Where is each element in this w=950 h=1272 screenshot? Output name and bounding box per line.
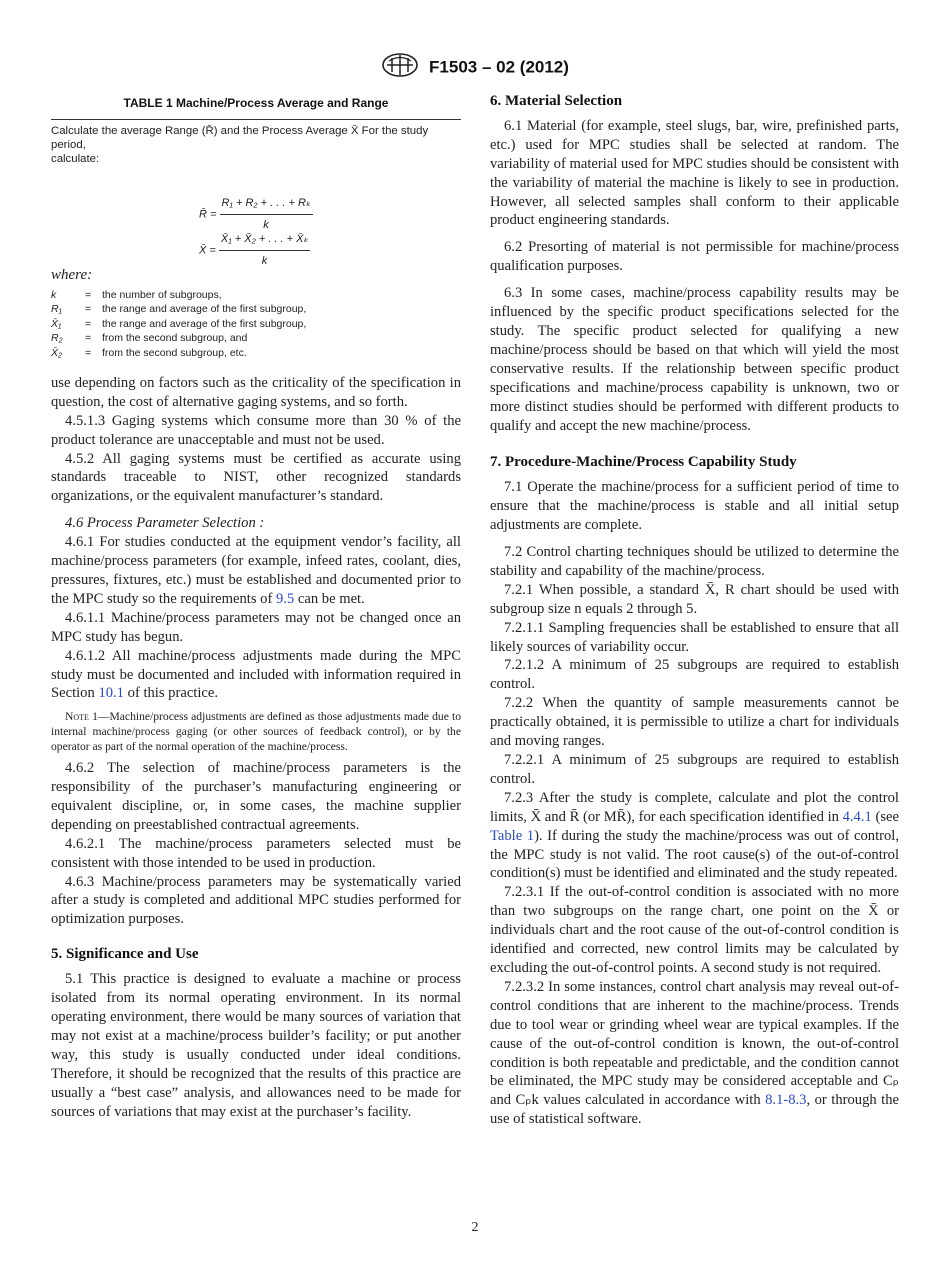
paragraph-7-2-1-1: 7.2.1.1 Sampling frequencies shall be established to ensure that all likely sources of variability occur. xyxy=(490,619,899,655)
right-column xyxy=(490,92,899,1129)
paragraph-7-2: 7.2 Control charting techniques should be utilized to determine the stability and capability of the machine/process. xyxy=(490,544,899,579)
paragraph-7-2-2-1: 7.2.2.1 A minimum of 25 subgroups are required to establish control. xyxy=(490,752,899,787)
paragraph-7-2-3-1: 7.2.3.1 If the out-of-control condition is associated with no more than two subgroups on the range chart, one point on the X̄ or individuals chart and the root cause of the out-of-control condition is identified and corrected, new control limits may be calculated by excluding the out-of-control points. A second study is not required. xyxy=(490,884,899,976)
paragraph-4-6: 4.6 Process Parameter Selection : xyxy=(65,515,265,532)
link-4-4-1[interactable]: 4.4.1 xyxy=(842,808,872,825)
note-1: Note 1—Machine/process adjustments are defined as those adjustments made due to internal machine/process gaging (or other sources of feedback control), or by the operator as part of the normal operation of the machine/process. xyxy=(51,710,462,753)
equation-range-average: R̄ = $\frac{\text{R₁ + R₂ + . . . + Rₖ}}{k}$ xyxy=(199,194,313,235)
paragraph-6-1: 6.1 Material (for example, steel slugs, bar, wire, prefinished parts, etc.) used for MPC studies shall be selected at random. The variability of material used for MPC studies should be consistent with the variability of material the machine is likely to see in production. However, all selected samples shall conform to their applicable product engineering standards. xyxy=(490,117,899,229)
table-1 xyxy=(51,119,461,374)
link-10-1[interactable]: 10.1 xyxy=(98,685,124,702)
table-intro: Calculate the average Range (R̄) and the Process Average X̄ For the study period, calculate: xyxy=(51,124,429,165)
definition-row: R₁ = the range and average of the first subgroup, xyxy=(51,303,307,316)
paragraph-4-6-2-1: 4.6.2.1 The machine/process parameters selected must be consistent with those intended to be used in production. xyxy=(51,835,461,871)
paragraph-6-3: 6.3 In some cases, machine/process capability results may be influenced by the specific product specifications selected for the study. The specific product selected for qualifying a new machine/process should be based on that which will yield the most conservative results. If the relationship between specific product specifications and machine/process capability is unknown, two or more distinct studies should be performed with different products to qualify and accept the new machine/process. xyxy=(490,285,899,434)
paragraph-7-1: 7.1 Operate the machine/process for a sufficient period of time to ensure that the machine/process is stable and all initial setup adjustments are complete. xyxy=(490,479,899,534)
paragraph-continued: use depending on factors such as the criticality of the specification in question, the cost of alternative gaging systems, and so forth. xyxy=(51,374,461,410)
paragraph-7-2-3: 7.2.3 After the study is complete, calculate and plot the control limits, X̄ and R̄ (or MR̄), for each specification identified in 4.4.1 (see Table 1). If during the study the machine/process was out of control, the MPC study is not valid. The root cause(s) of the out-of-control condition(s) must be identified and eliminated and the study repeated. xyxy=(490,789,899,882)
astm-logo-icon xyxy=(381,52,419,83)
paragraph-4-6-1: 4.6.1 For studies conducted at the equipment vendor’s facility, all machine/process parameters (for example, infeed rates, coolant, dies, pressures, fixtures, etc.) must be established and documented prior to the MPC study so the requirements of 9.5 can be met. xyxy=(51,534,461,607)
definition-row: X̄₁ = the range and average of the first subgroup, xyxy=(51,317,307,330)
symbol-definitions xyxy=(51,288,306,360)
definition-row: k = the number of subgroups, xyxy=(51,288,222,301)
paragraph-7-2-2: 7.2.2 When the quantity of sample measurements cannot be practically obtained, it is permissible to utilize a chart for individuals and moving ranges. xyxy=(490,695,899,750)
link-table-1[interactable]: Table 1 xyxy=(490,827,535,844)
definition-row: X̄₂ = from the second subgroup, etc. xyxy=(51,346,247,359)
section-7-heading: 7. Procedure-Machine/Process Capability Study xyxy=(490,454,797,471)
paragraph-5-1: 5.1 This practice is designed to evaluate a machine or process isolated from its normal operating environment. In its normal operating environment, there would be many sources of variation that may not exist at a machine/process builder’s facility; or put another way, this study is usually conducted under ideal conditions. Therefore, it should be recognized that the results of this practice are usually a “best case” analysis, and allowances need to be made for sources of variations that may exist at the purchaser’s facility. xyxy=(51,971,461,1120)
equation-process-average: X̄ = $\frac{\text{X̄₁ + X̄₂ + . . . + X̄ₖ}}{k}$ xyxy=(199,230,310,271)
paragraph-4-6-2: 4.6.2 The selection of machine/process parameters is the responsibility of the purchaser’s manufacturing engineering or equivalent discipline, or, in some cases, the machine supplier depending on preestablished contractual agreements. xyxy=(51,760,461,833)
paragraph-7-2-1: 7.2.1 When possible, a standard X̄, R chart should be used with subgroup size n equals 2 through 5. xyxy=(490,581,899,617)
paragraph-7-2-3-2: 7.2.3.2 In some instances, control chart analysis may reveal out-of-control conditions that are inherent to the machine/process. Trends due to tool wear or grinding wheel wear are typical examples. If the cause of the out-of-control condition is known, the out-of-control condition is both repeatable and predictable, and the condition cannot be eliminated, the MPC study may be considered acceptable and Cₚ and Cₚk values calculated in accordance with 8.1-8.3, or through the use of statistical software. xyxy=(490,978,899,1128)
table-caption: TABLE 1 Machine/Process Average and Range xyxy=(123,96,389,110)
page-header xyxy=(0,52,950,83)
paragraph-7-2-1-2: 7.2.1.2 A minimum of 25 subgroups are required to establish control. xyxy=(490,657,899,693)
paragraph-4-6-1-2: 4.6.1.2 All machine/process adjustments made during the MPC study must be documented and included with information required in Section 10.1 of this practice. xyxy=(51,647,461,702)
left-column xyxy=(51,92,461,1121)
where-label: where: xyxy=(51,266,93,283)
link-9-5[interactable]: 9.5 xyxy=(275,590,295,607)
paragraph-4-5-2: 4.5.2 All gaging systems must be certified as accurate using standards traceable to NIST, other recognized standards organizations, or the equivalent manufacturer’s standard. xyxy=(51,450,461,505)
paragraph-6-2: 6.2 Presorting of material is not permissible for machine/process qualification purposes. xyxy=(490,239,899,275)
section-5-heading: 5. Significance and Use xyxy=(51,946,199,963)
section-6-heading: 6. Material Selection xyxy=(490,93,623,109)
page-number: 2 xyxy=(471,1220,479,1235)
standard-designation: F1503 – 02 (2012) xyxy=(429,57,569,77)
link-8-1-8-3[interactable]: 8.1-8.3 xyxy=(765,1092,807,1109)
paragraph-4-5-1-3: 4.5.1.3 Gaging systems which consume more than 30 % of the product tolerance are unacceptable and must not be used. xyxy=(51,412,461,448)
paragraph-4-6-1-1: 4.6.1.1 Machine/process parameters may not be changed once an MPC study has begun. xyxy=(51,609,461,645)
paragraph-4-6-3: 4.6.3 Machine/process parameters may be systematically varied after a study is completed and additional MPC studies performed for optimization purposes. xyxy=(51,873,461,928)
definition-row: R₂ = from the second subgroup, and xyxy=(51,332,248,345)
